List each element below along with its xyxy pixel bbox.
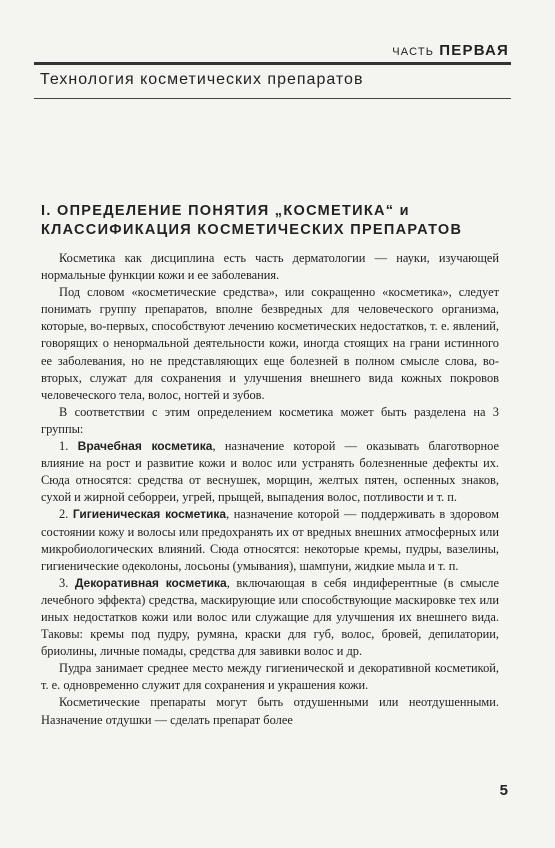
chapter-title-line-2: КЛАССИФИКАЦИЯ КОСМЕТИЧЕСКИХ ПРЕПАРАТОВ	[41, 222, 463, 238]
paragraph-3: В соответствии с этим определением косметика может быть разделена на 3 группы:	[41, 404, 499, 436]
part-number: ПЕРВАЯ	[439, 42, 509, 59]
group-1-text: , назначение которой — оказывать благотворное влияние на рост и развитие кожи и волос или устранять болезненные дефекты их. Сюда относятся: средства от веснушек, морщин, желтых пятен, оспенных знаков, сухой и жирной себорреи, угрей, прыщей, выпадения волос, потливости и т. п.	[41, 439, 499, 505]
paragraph-8: Косметические препараты могут быть отдушенными или неотдушенными. Назначение отдушки — сделать препарат более	[41, 695, 499, 727]
group-3-term: Декоративная косметика	[74, 575, 227, 590]
group-2-term: Гигиеническая косметика	[72, 507, 227, 522]
group-1-number: 1.	[59, 439, 69, 454]
header-rule-top	[34, 62, 511, 65]
chapter-title-line-1: I. ОПРЕДЕЛЕНИЕ ПОНЯТИЯ „КОСМЕТИКА“ и	[41, 203, 410, 219]
group-3-number: 3.	[59, 575, 69, 590]
group-1-term: Врачебная косметика	[77, 439, 213, 454]
part-heading	[392, 42, 509, 59]
paragraph-2: Под словом «косметические средства», или сокращенно «косметика», следует понимать группу препаратов, вполне безвредных для человеческого организма, которые, во-первых, способствуют лечению косметических недостатков, т. е. явлений, говорящих о ненормальной деятельности кожи, иногда стоящих на грани истинного ее заболевания, но не представляющих еще болезней в полном смысле слова, во-вторых, служат для сохранения и улучшения внешнего вида кожных покровов человеческого тела, волос, ногтей и зубов.	[41, 285, 499, 402]
body-text	[41, 250, 499, 729]
group-2-text: , назначение которой — поддерживать в здоровом состоянии кожу и волосы или предохранять их от вредных внешних атмосферных или микробиологических влияний. Сюда относятся: некоторые кремы, пудры, вазелины, гигиенические одеколоны, лосьоны (умывания), шампуни, жидкие мыла и т. п.	[41, 507, 499, 573]
paragraph-group-1	[41, 438, 499, 506]
paragraph-7: Пудра занимает среднее место между гигиенической и декоративной косметикой, т. е. одновременно служит для сохранения и украшения кожи.	[41, 661, 499, 693]
chapter-title	[41, 202, 511, 240]
paragraph-group-3	[41, 575, 499, 660]
group-2-number: 2.	[59, 507, 69, 522]
section-title: Технология косметических препаратов	[40, 71, 364, 88]
paragraph-1: Косметика как дисциплина есть часть дерматологии — науки, изучающей нормальные функции кожи и ее заболевания.	[41, 251, 499, 283]
group-3-text: , включающая в себя индиферентные (в смысле лечебного эффекта) средства, маскирующие или способствующие маскировке тех или иных недостатков кожи или волос или служащие для улучшения их внешнего вида. Таковы: кремы под пудру, румяна, краски для губ, волос, бровей, депилатории, бриолины, личные помады, средства для завивки волос и др.	[41, 575, 499, 659]
part-label: ЧАСТЬ	[392, 46, 435, 58]
page-number: 5	[499, 782, 508, 799]
header-rule-bottom	[34, 98, 511, 99]
paragraph-group-2	[41, 506, 499, 574]
